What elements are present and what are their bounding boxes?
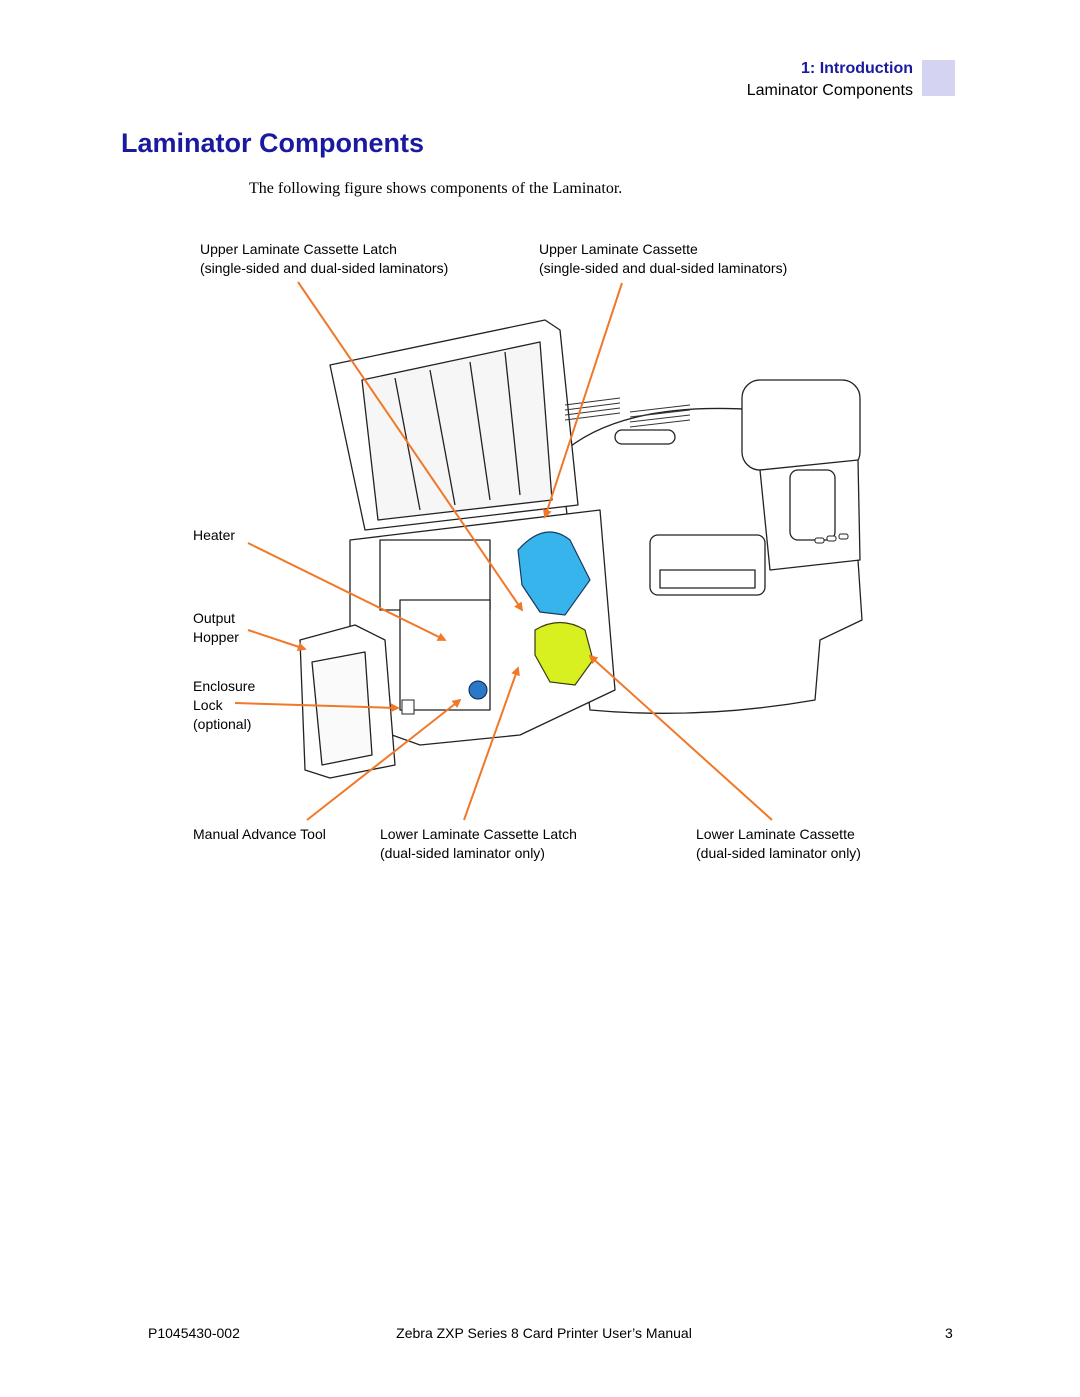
label-upper-cassette-name: Upper Laminate Cassette — [539, 241, 698, 257]
label-lower-latch — [380, 825, 577, 863]
label-manual-tool: Manual Advance Tool — [193, 826, 326, 842]
enclosure-lock — [402, 700, 414, 714]
intro-paragraph: The following figure shows components of the Laminator. — [249, 180, 623, 197]
printer-top-module — [742, 380, 860, 470]
label-output-hopper — [193, 609, 239, 647]
label-output-hopper-line2: Hopper — [193, 629, 239, 645]
label-upper-latch-name: Upper Laminate Cassette Latch — [200, 241, 397, 257]
top-handle — [615, 430, 675, 444]
page-title: Laminator Components — [121, 128, 425, 158]
section-heading: Laminator Components — [746, 82, 913, 99]
label-upper-latch-note: (single-sided and dual-sided laminators) — [200, 260, 449, 276]
manual-advance-tool — [469, 681, 487, 699]
label-lower-latch-note: (dual-sided laminator only) — [380, 845, 545, 861]
label-enclosure-lock-line2: Lock — [193, 697, 223, 713]
label-enclosure-lock-line1: Enclosure — [193, 678, 256, 694]
chapter-heading: 1: Introduction — [801, 60, 913, 77]
control-panel — [790, 470, 835, 540]
label-enclosure-lock — [193, 677, 255, 734]
label-enclosure-lock-line3: (optional) — [193, 716, 252, 732]
label-heater: Heater — [193, 527, 236, 543]
footer-page-number: 3 — [945, 1325, 953, 1341]
label-output-hopper-line1: Output — [193, 610, 236, 626]
footer-manual-title: Zebra ZXP Series 8 Card Printer User’s Manual — [396, 1325, 692, 1341]
label-upper-cassette-note: (single-sided and dual-sided laminators) — [539, 260, 788, 276]
label-lower-cassette-name: Lower Laminate Cassette — [696, 826, 855, 842]
footer-doc-number: P1045430-002 — [148, 1325, 240, 1341]
label-lower-cassette — [696, 825, 861, 863]
label-upper-cassette — [539, 240, 787, 278]
label-upper-latch — [200, 240, 448, 278]
label-lower-cassette-note: (dual-sided laminator only) — [696, 845, 861, 861]
label-lower-latch-name: Lower Laminate Cassette Latch — [380, 826, 577, 842]
